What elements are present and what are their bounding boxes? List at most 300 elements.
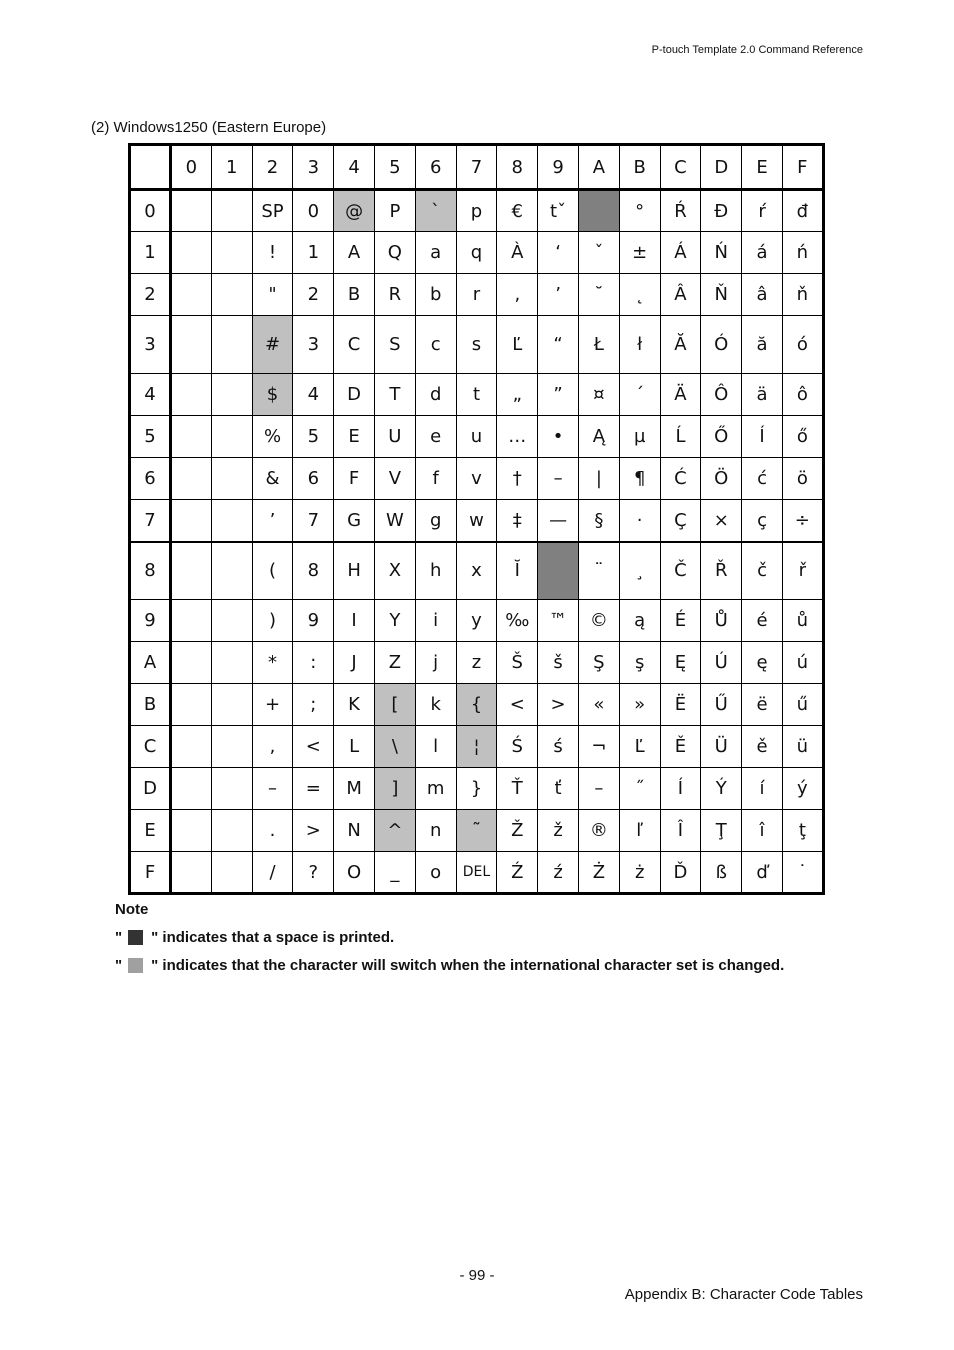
row-header: B xyxy=(130,684,171,726)
char-cell: 9 xyxy=(293,600,334,642)
char-cell: * xyxy=(252,642,293,684)
char-cell: Ń xyxy=(701,232,742,274)
char-cell: J xyxy=(334,642,375,684)
row-header: E xyxy=(130,810,171,852)
table-row xyxy=(130,190,824,232)
char-cell: Y xyxy=(374,600,415,642)
char-cell: Ž xyxy=(497,810,538,852)
char-cell xyxy=(211,274,252,316)
char-cell: ü xyxy=(782,726,823,768)
table-row xyxy=(130,500,824,542)
column-header-row xyxy=(130,145,824,190)
char-cell: Ş xyxy=(578,642,619,684)
char-cell: q xyxy=(456,232,497,274)
char-cell: ż xyxy=(619,852,660,894)
note-space-text: " indicates that a space is printed. xyxy=(151,929,395,946)
char-cell xyxy=(171,684,212,726)
char-cell: Ý xyxy=(701,768,742,810)
column-header: C xyxy=(660,145,701,190)
column-header: 4 xyxy=(334,145,375,190)
row-header: 6 xyxy=(130,458,171,500)
char-cell: 4 xyxy=(293,374,334,416)
note-switch-text: " indicates that the character will switch when the international character set is changed. xyxy=(151,957,785,974)
char-cell: Í xyxy=(660,768,701,810)
char-cell: 2 xyxy=(293,274,334,316)
char-cell: SP xyxy=(252,190,293,232)
char-cell: 7 xyxy=(293,500,334,542)
row-header: F xyxy=(130,852,171,894)
char-cell: u xyxy=(456,416,497,458)
char-cell: Ă xyxy=(660,316,701,374)
char-cell: Ľ xyxy=(497,316,538,374)
char-cell: k xyxy=(415,684,456,726)
section-title: (2) Windows1250 (Eastern Europe) xyxy=(91,119,327,136)
char-cell: ö xyxy=(782,458,823,500)
note-title: Note xyxy=(115,901,149,918)
table-row xyxy=(130,852,824,894)
char-cell xyxy=(211,500,252,542)
column-header: 2 xyxy=(252,145,293,190)
char-cell: z xyxy=(456,642,497,684)
char-cell: # xyxy=(252,316,293,374)
char-cell: ! xyxy=(252,232,293,274)
char-cell: ™ xyxy=(538,600,579,642)
char-cell xyxy=(171,458,212,500)
char-cell: Ü xyxy=(701,726,742,768)
char-cell: ‘ xyxy=(538,232,579,274)
char-cell: Ź xyxy=(497,852,538,894)
char-cell xyxy=(171,768,212,810)
char-cell: . xyxy=(252,810,293,852)
char-cell: Ö xyxy=(701,458,742,500)
char-cell xyxy=(171,726,212,768)
char-cell: & xyxy=(252,458,293,500)
char-cell: Ô xyxy=(701,374,742,416)
char-cell: € xyxy=(497,190,538,232)
char-cell: 3 xyxy=(293,316,334,374)
char-cell: ŕ xyxy=(742,190,783,232)
char-cell: p xyxy=(456,190,497,232)
char-cell: 1 xyxy=(293,232,334,274)
char-cell: > xyxy=(538,684,579,726)
char-cell: L xyxy=(334,726,375,768)
char-cell: ů xyxy=(782,600,823,642)
char-cell: ş xyxy=(619,642,660,684)
char-cell: ] xyxy=(374,768,415,810)
page-footer: Appendix B: Character Code Tables xyxy=(624,1286,863,1303)
char-cell: ń xyxy=(782,232,823,274)
char-cell: ł xyxy=(619,316,660,374)
char-cell: s xyxy=(456,316,497,374)
char-cell xyxy=(211,642,252,684)
char-cell: " xyxy=(252,274,293,316)
column-header: 1 xyxy=(211,145,252,190)
char-cell: Č xyxy=(660,542,701,600)
char-cell: Ň xyxy=(701,274,742,316)
table-row xyxy=(130,232,824,274)
char-cell: • xyxy=(538,416,579,458)
char-cell: ± xyxy=(619,232,660,274)
char-cell: U xyxy=(374,416,415,458)
table-row xyxy=(130,684,824,726)
char-cell: č xyxy=(742,542,783,600)
char-cell: ‰ xyxy=(497,600,538,642)
char-cell xyxy=(211,542,252,600)
char-cell: † xyxy=(497,458,538,500)
char-cell: } xyxy=(456,768,497,810)
char-cell: b xyxy=(415,274,456,316)
char-cell: – xyxy=(578,768,619,810)
char-cell: tˇ xyxy=(538,190,579,232)
table-row xyxy=(130,274,824,316)
row-header: 7 xyxy=(130,500,171,542)
char-cell: ` xyxy=(415,190,456,232)
char-cell: = xyxy=(293,768,334,810)
table-row xyxy=(130,642,824,684)
char-cell: … xyxy=(497,416,538,458)
char-cell: N xyxy=(334,810,375,852)
char-cell: ¶ xyxy=(619,458,660,500)
char-cell xyxy=(171,542,212,600)
char-cell: Í xyxy=(742,416,783,458)
char-cell: B xyxy=(334,274,375,316)
char-cell: á xyxy=(742,232,783,274)
column-header: A xyxy=(578,145,619,190)
column-header: 7 xyxy=(456,145,497,190)
char-cell: Ľ xyxy=(619,726,660,768)
char-cell: ř xyxy=(782,542,823,600)
char-cell: Ŕ xyxy=(660,190,701,232)
row-header: A xyxy=(130,642,171,684)
char-cell: 0 xyxy=(293,190,334,232)
char-cell: ‚ xyxy=(497,274,538,316)
char-cell: f xyxy=(415,458,456,500)
char-cell xyxy=(211,852,252,894)
char-cell xyxy=(211,374,252,416)
char-cell: ¸ xyxy=(619,542,660,600)
char-cell: j xyxy=(415,642,456,684)
char-cell xyxy=(171,852,212,894)
char-cell: Ţ xyxy=(701,810,742,852)
char-cell: Đ xyxy=(701,190,742,232)
char-cell xyxy=(211,416,252,458)
char-cell: Ť xyxy=(497,768,538,810)
char-cell: O xyxy=(334,852,375,894)
char-cell xyxy=(538,542,579,600)
row-header: 8 xyxy=(130,542,171,600)
char-cell xyxy=(171,232,212,274)
table-row xyxy=(130,316,824,374)
char-cell: W xyxy=(374,500,415,542)
char-cell: + xyxy=(252,684,293,726)
column-header: D xyxy=(701,145,742,190)
char-cell: ´ xyxy=(619,374,660,416)
char-cell: — xyxy=(538,500,579,542)
char-cell: ¬ xyxy=(578,726,619,768)
char-cell: ° xyxy=(619,190,660,232)
char-cell: â xyxy=(742,274,783,316)
char-cell: ) xyxy=(252,600,293,642)
note-space-printed xyxy=(115,929,394,946)
char-cell: w xyxy=(456,500,497,542)
char-cell: R xyxy=(374,274,415,316)
char-cell: “ xyxy=(538,316,579,374)
char-cell xyxy=(171,316,212,374)
char-cell: ; xyxy=(293,684,334,726)
char-cell: ą xyxy=(619,600,660,642)
char-cell xyxy=(211,458,252,500)
char-cell: ň xyxy=(782,274,823,316)
char-cell: $ xyxy=(252,374,293,416)
char-cell: ý xyxy=(782,768,823,810)
char-cell: Š xyxy=(497,642,538,684)
char-cell: É xyxy=(660,600,701,642)
char-cell: ¦ xyxy=(456,726,497,768)
char-cell: ő xyxy=(782,416,823,458)
char-cell: g xyxy=(415,500,456,542)
char-cell: À xyxy=(497,232,538,274)
char-cell: ď xyxy=(742,852,783,894)
char-cell: x xyxy=(456,542,497,600)
char-cell: F xyxy=(334,458,375,500)
char-cell: K xyxy=(334,684,375,726)
char-cell: [ xyxy=(374,684,415,726)
row-header: 3 xyxy=(130,316,171,374)
char-cell: ě xyxy=(742,726,783,768)
table-row xyxy=(130,810,824,852)
char-cell: ę xyxy=(742,642,783,684)
char-cell: î xyxy=(742,810,783,852)
char-cell: { xyxy=(456,684,497,726)
char-cell: S xyxy=(374,316,415,374)
char-cell: o xyxy=(415,852,456,894)
char-cell: Ů xyxy=(701,600,742,642)
char-cell: Ő xyxy=(701,416,742,458)
char-cell: \ xyxy=(374,726,415,768)
char-cell: „ xyxy=(497,374,538,416)
char-cell: Ř xyxy=(701,542,742,600)
char-cell: H xyxy=(334,542,375,600)
char-cell: đ xyxy=(782,190,823,232)
char-cell: DEL xyxy=(456,852,497,894)
char-cell: h xyxy=(415,542,456,600)
char-cell: Ç xyxy=(660,500,701,542)
char-cell: I xyxy=(334,600,375,642)
char-cell: v xyxy=(456,458,497,500)
char-cell xyxy=(211,316,252,374)
char-cell: % xyxy=(252,416,293,458)
char-cell: Ĺ xyxy=(660,416,701,458)
row-header: C xyxy=(130,726,171,768)
char-cell xyxy=(171,600,212,642)
char-cell: ă xyxy=(742,316,783,374)
char-cell: – xyxy=(252,768,293,810)
table-row xyxy=(130,542,824,600)
char-cell: Ě xyxy=(660,726,701,768)
char-cell: ë xyxy=(742,684,783,726)
char-cell: ť xyxy=(538,768,579,810)
char-cell: ˇ xyxy=(578,232,619,274)
char-cell: ß xyxy=(701,852,742,894)
char-cell: Q xyxy=(374,232,415,274)
char-cell: Ę xyxy=(660,642,701,684)
char-cell: Ű xyxy=(701,684,742,726)
switch-swatch-icon xyxy=(128,958,143,973)
char-cell: 8 xyxy=(293,542,334,600)
character-code-table xyxy=(128,143,825,895)
char-cell: | xyxy=(578,458,619,500)
char-cell: V xyxy=(374,458,415,500)
note-character-switch xyxy=(115,957,784,974)
char-cell: § xyxy=(578,500,619,542)
char-cell: Ä xyxy=(660,374,701,416)
char-cell: – xyxy=(538,458,579,500)
column-header: 6 xyxy=(415,145,456,190)
char-cell: Ć xyxy=(660,458,701,500)
char-cell: ˙ xyxy=(782,852,823,894)
char-cell: ’ xyxy=(538,274,579,316)
char-cell xyxy=(171,416,212,458)
char-cell xyxy=(211,768,252,810)
row-header: 5 xyxy=(130,416,171,458)
char-cell: C xyxy=(334,316,375,374)
table-row xyxy=(130,600,824,642)
char-cell: © xyxy=(578,600,619,642)
char-cell: Â xyxy=(660,274,701,316)
char-cell: D xyxy=(334,374,375,416)
char-cell: e xyxy=(415,416,456,458)
char-cell: ® xyxy=(578,810,619,852)
row-header: 1 xyxy=(130,232,171,274)
char-cell: : xyxy=(293,642,334,684)
char-cell: ž xyxy=(538,810,579,852)
char-cell: ľ xyxy=(619,810,660,852)
table-row xyxy=(130,726,824,768)
char-cell: P xyxy=(374,190,415,232)
char-cell: × xyxy=(701,500,742,542)
char-cell: ź xyxy=(538,852,579,894)
note-quote-open: " xyxy=(115,957,123,974)
char-cell: X xyxy=(374,542,415,600)
char-cell: Ĭ xyxy=(497,542,538,600)
row-header: D xyxy=(130,768,171,810)
char-cell: > xyxy=(293,810,334,852)
char-cell: < xyxy=(293,726,334,768)
char-cell: A xyxy=(334,232,375,274)
char-cell: Î xyxy=(660,810,701,852)
char-cell: ’ xyxy=(252,500,293,542)
row-header: 2 xyxy=(130,274,171,316)
char-cell: µ xyxy=(619,416,660,458)
char-cell: G xyxy=(334,500,375,542)
char-cell: 6 xyxy=(293,458,334,500)
column-header: 8 xyxy=(497,145,538,190)
char-cell: ÷ xyxy=(782,500,823,542)
char-cell xyxy=(171,810,212,852)
char-cell: t xyxy=(456,374,497,416)
char-cell xyxy=(171,190,212,232)
char-cell xyxy=(211,190,252,232)
char-cell: Ď xyxy=(660,852,701,894)
char-cell xyxy=(211,684,252,726)
char-cell: ˜ xyxy=(456,810,497,852)
char-cell xyxy=(171,374,212,416)
char-cell: d xyxy=(415,374,456,416)
char-cell: š xyxy=(538,642,579,684)
char-cell xyxy=(211,726,252,768)
char-cell: Ë xyxy=(660,684,701,726)
char-cell: Ú xyxy=(701,642,742,684)
char-cell: ˘ xyxy=(578,274,619,316)
char-cell: Á xyxy=(660,232,701,274)
char-cell: n xyxy=(415,810,456,852)
char-cell: « xyxy=(578,684,619,726)
char-cell: ˝ xyxy=(619,768,660,810)
column-header: 9 xyxy=(538,145,579,190)
table-row xyxy=(130,416,824,458)
row-header: 9 xyxy=(130,600,171,642)
column-header: 0 xyxy=(171,145,212,190)
char-cell: Ó xyxy=(701,316,742,374)
char-cell: , xyxy=(252,726,293,768)
char-cell: y xyxy=(456,600,497,642)
page-number: - 99 - xyxy=(459,1267,495,1284)
char-cell: ¨ xyxy=(578,542,619,600)
char-cell: r xyxy=(456,274,497,316)
char-cell: ç xyxy=(742,500,783,542)
char-cell: ú xyxy=(782,642,823,684)
column-header: F xyxy=(782,145,823,190)
char-cell: ^ xyxy=(374,810,415,852)
char-cell: ? xyxy=(293,852,334,894)
table-row xyxy=(130,768,824,810)
char-cell: @ xyxy=(334,190,375,232)
char-cell xyxy=(171,642,212,684)
corner-cell xyxy=(130,145,171,190)
char-cell xyxy=(211,600,252,642)
char-cell xyxy=(171,274,212,316)
column-header: E xyxy=(742,145,783,190)
char-cell: ( xyxy=(252,542,293,600)
column-header: 3 xyxy=(293,145,334,190)
row-header: 0 xyxy=(130,190,171,232)
char-cell: a xyxy=(415,232,456,274)
char-cell: ć xyxy=(742,458,783,500)
column-header: 5 xyxy=(374,145,415,190)
char-cell: Z xyxy=(374,642,415,684)
char-cell: E xyxy=(334,416,375,458)
char-cell: é xyxy=(742,600,783,642)
char-cell: ţ xyxy=(782,810,823,852)
page-header: P-touch Template 2.0 Command Reference xyxy=(651,44,863,56)
char-cell: 5 xyxy=(293,416,334,458)
char-cell xyxy=(211,810,252,852)
char-cell: ˛ xyxy=(619,274,660,316)
column-header: B xyxy=(619,145,660,190)
note-quote-open: " xyxy=(115,929,123,946)
char-cell: / xyxy=(252,852,293,894)
char-cell: M xyxy=(334,768,375,810)
char-cell: · xyxy=(619,500,660,542)
char-cell: c xyxy=(415,316,456,374)
char-cell xyxy=(578,190,619,232)
char-cell: Ś xyxy=(497,726,538,768)
char-cell: Ą xyxy=(578,416,619,458)
char-cell xyxy=(211,232,252,274)
char-cell: ó xyxy=(782,316,823,374)
char-cell: ô xyxy=(782,374,823,416)
char-cell: ‡ xyxy=(497,500,538,542)
